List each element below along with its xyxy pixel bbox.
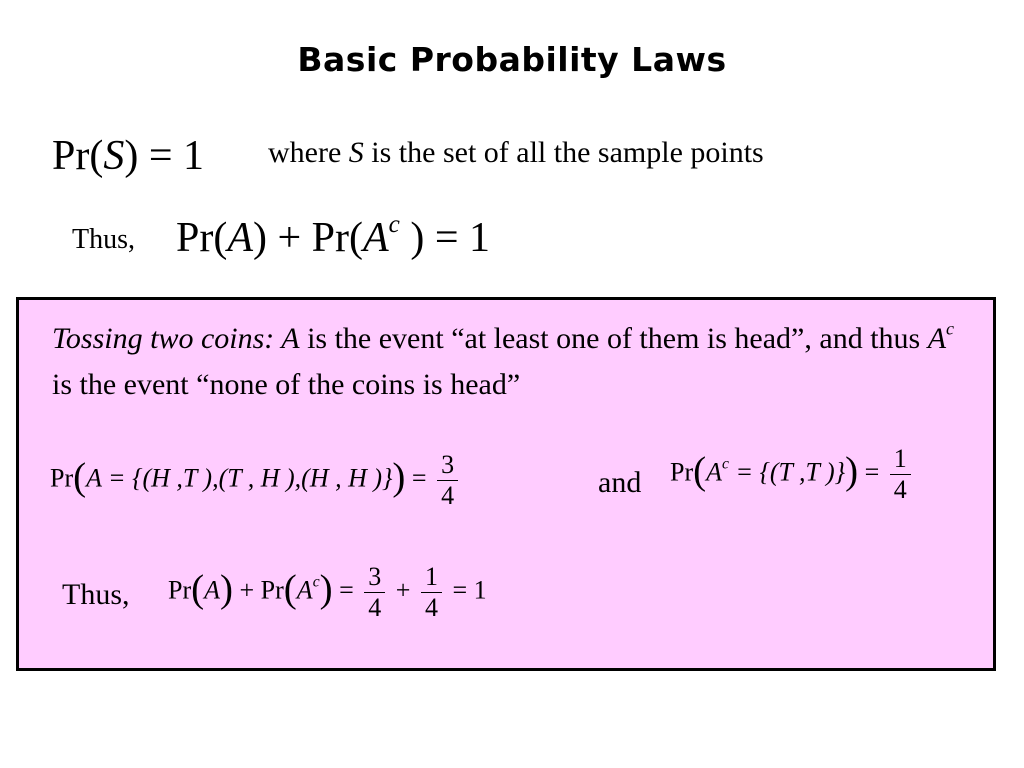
fraction-three-quarters: [437, 450, 458, 511]
event-set: = {(T ,T )}: [728, 457, 846, 487]
left-paren: (: [73, 455, 87, 499]
right-paren: ): [845, 449, 859, 493]
complement-equation: [176, 211, 491, 262]
denominator: 4: [890, 474, 911, 505]
fraction-one-quarter: [890, 444, 911, 505]
equals-sign: =: [332, 575, 361, 605]
right-paren: ): [392, 455, 406, 499]
complement-superscript: c: [946, 318, 955, 339]
pr-text: Pr: [168, 575, 192, 605]
equals-sign: =: [858, 457, 886, 487]
var-a: A: [227, 215, 253, 261]
denominator: 4: [421, 592, 442, 623]
sample-space-description: [268, 136, 764, 170]
var-s: S: [103, 133, 125, 179]
equals-one: = 1: [445, 575, 487, 605]
example-paragraph: [52, 316, 972, 408]
numerator: 1: [893, 444, 907, 473]
numerator: 3: [368, 562, 382, 591]
var-a: A: [86, 463, 102, 493]
var-s-inline: S: [348, 136, 364, 169]
left-paren: (: [693, 449, 707, 493]
var-a: A: [204, 575, 221, 605]
prob-a-complement-equation: [670, 444, 915, 505]
thus-label-box: Thus,: [62, 578, 130, 611]
slide-title: Basic Probability Laws: [297, 40, 727, 79]
denominator: 4: [437, 480, 458, 511]
where-text: where: [268, 136, 349, 169]
fraction-three-quarters: [364, 562, 385, 623]
plus-pr: ) + Pr(: [253, 215, 364, 261]
complement-superscript: c: [312, 573, 320, 591]
pr-text: Pr: [50, 463, 74, 493]
pr-text: Pr: [670, 457, 694, 487]
var-a-complement: A: [296, 575, 313, 605]
left-paren: (: [283, 567, 297, 611]
numerator: 3: [441, 450, 455, 479]
equals-one: ) = 1: [124, 133, 205, 179]
event-set: = {(H ,T ),(T , H ),(H , H )}: [101, 463, 393, 493]
complement-superscript: c: [388, 211, 400, 239]
and-text: and: [598, 466, 642, 499]
pr-text: Pr(: [52, 133, 104, 179]
sum-equation: [168, 562, 487, 623]
sample-space-equation: [52, 132, 204, 180]
example-text-1: is the event “at least one of them is head”, and thus: [299, 322, 928, 355]
right-paren: ): [319, 567, 333, 611]
thus-label: Thus,: [72, 224, 135, 255]
right-paren: ): [220, 567, 234, 611]
prob-a-equation: [50, 450, 462, 511]
example-text-2: is the event “none of the coins is head”: [52, 368, 521, 401]
var-a: A: [706, 457, 723, 487]
var-a-complement: A: [363, 215, 389, 261]
fraction-one-quarter: [421, 562, 442, 623]
equals-sign: =: [405, 463, 434, 493]
var-a: A: [927, 322, 947, 355]
left-paren: (: [191, 567, 205, 611]
plus-sign: +: [389, 575, 417, 605]
description-rest: is the set of all the sample points: [363, 136, 764, 169]
numerator: 1: [424, 562, 438, 591]
equals-one: ) = 1: [399, 215, 491, 261]
pr-open: Pr(: [176, 215, 228, 261]
denominator: 4: [364, 592, 385, 623]
complement-superscript: c: [722, 455, 729, 473]
example-lead: Tossing two coins: A: [52, 322, 300, 355]
plus-pr: + Pr: [233, 575, 284, 605]
